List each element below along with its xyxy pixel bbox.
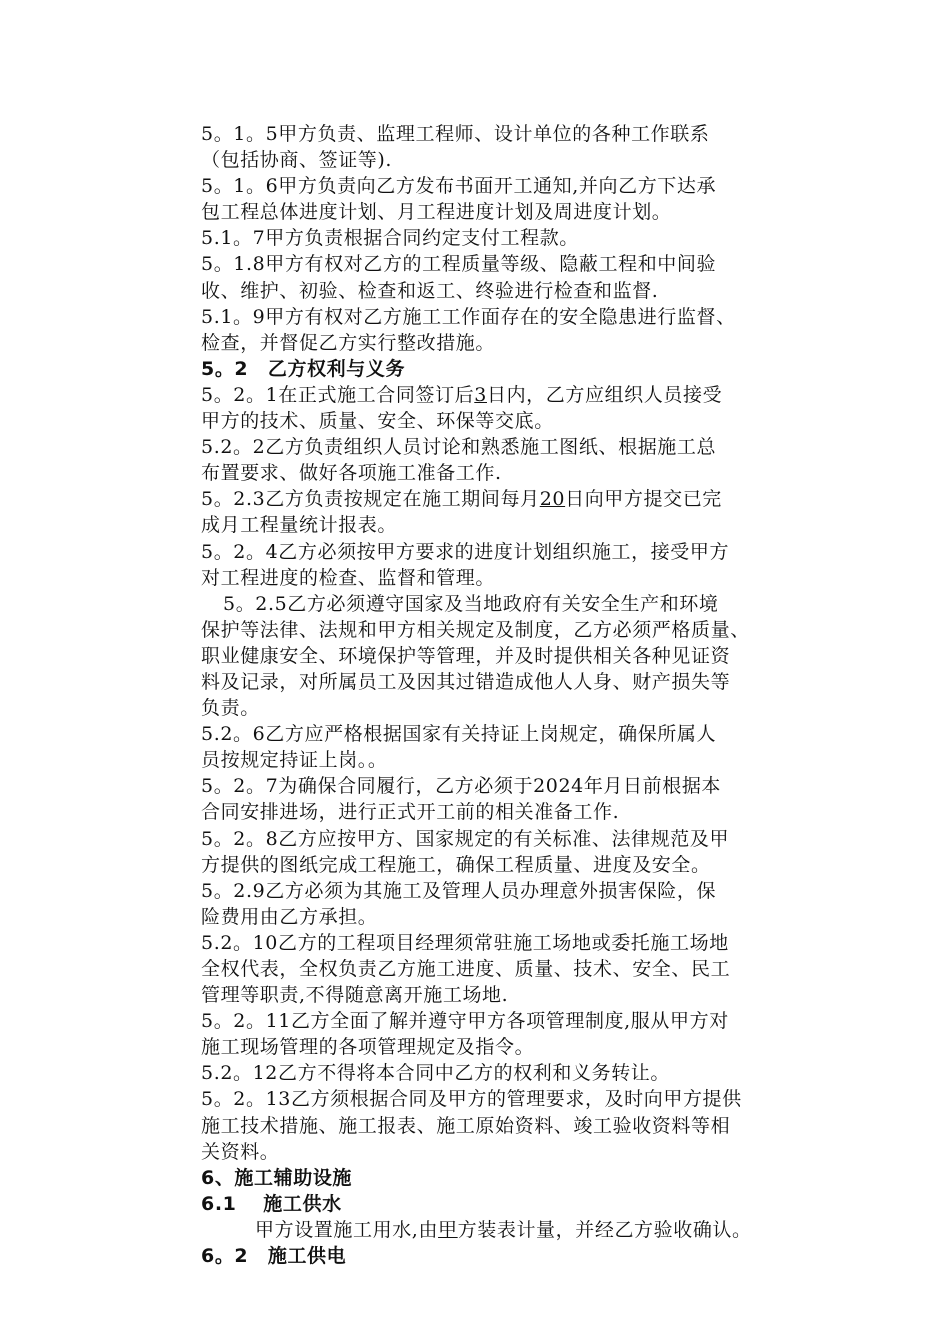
text-segment: 日内，乙方应组织人员接受: [486, 383, 723, 406]
text-line: 关资料。: [201, 1140, 280, 1163]
text-line: 布置要求、做好各项施工准备工作.: [201, 462, 502, 485]
text-line: 对工程进度的检查、监督和管理。: [201, 566, 496, 589]
text-segment: 日向甲方提交已完: [565, 488, 722, 511]
text-line: （包括协商、签证等).: [201, 149, 393, 172]
text-line: 保护等法律、法规和甲方相关规定及制度，乙方必须严格质量、: [201, 618, 750, 641]
text-line: 方提供的图纸完成工程施工，确保工程质量、进度及安全。: [201, 853, 711, 876]
text-line: 全权代表，全权负责乙方施工进度、质量、技术、安全、民工: [201, 958, 731, 980]
text-line: 5.1。9甲方有权对乙方施工工作面存在的安全隐患进行监督、: [201, 305, 736, 328]
text-line: [201, 486, 821, 512]
section-heading: 6、施工辅助设施: [201, 1166, 353, 1189]
text-line: 5.1。7甲方负责根据合同约定支付工程款。: [201, 227, 579, 250]
subsection-heading: 6。2 施工供电: [201, 1245, 347, 1268]
text-line: 5。2.9乙方必须为其施工及管理人员办理意外损害保险，保: [201, 879, 717, 902]
document-page: [201, 121, 821, 1269]
text-line: 施工现场管理的各项管理规定及指令。: [201, 1036, 535, 1059]
text-line: 施工技术措施、施工报表、施工原始资料、竣工验收资料等相: [201, 1114, 731, 1137]
text-line: 检查，并督促乙方实行整改措施。: [201, 331, 496, 354]
subsection-heading: 6.1 施工供水: [201, 1192, 342, 1215]
text-line: 5。1。6甲方负责向乙方发布书面开工通知,并向乙方下达承: [201, 175, 717, 198]
text-line: 料及记录，对所属员工及因其过错造成他人人身、财产损失等: [201, 670, 731, 693]
text-line: 5.2。10乙方的工程项目经理须常驻施工场地或委托施工场地: [201, 931, 729, 954]
text-line: 5.2。12乙方不得将本合同中乙方的权利和义务转让。: [201, 1062, 670, 1085]
text-line: 合同安排进场，进行正式开工前的相关准备工作.: [201, 801, 620, 824]
underlined-value: 甲: [438, 1218, 458, 1241]
text-segment: 5。2.3乙方负责按规定在施工期间每月: [201, 488, 540, 511]
text-line: 包工程总体进度计划、月工程进度计划及周进度计划。: [201, 201, 672, 224]
text-line: 管理等职责,不得随意离开施工场地.: [201, 984, 509, 1007]
text-line: 险费用由乙方承担。: [201, 905, 378, 928]
text-line: [201, 382, 821, 408]
text-line: 5。1。5甲方负责、监理工程师、设计单位的各种工作联系: [201, 123, 710, 145]
text-line: 5。2。8乙方应按甲方、国家规定的有关标准、法律规范及甲: [201, 827, 730, 850]
text-line: 负责。: [201, 697, 260, 720]
text-line: 5。2。7为确保合同履行，乙方必须于2024年月日前根据本: [201, 775, 722, 798]
text-line: 5。1.8甲方有权对乙方的工程质量等级、隐蔽工程和中间验: [201, 253, 717, 276]
underlined-value: 3: [474, 383, 487, 406]
text-segment: 5。2。1在正式施工合同签订后: [201, 383, 475, 406]
text-line: 5。2。13乙方须根据合同及甲方的管理要求，及时向甲方提供: [201, 1088, 742, 1111]
text-line: 5。2.5乙方必须遵守国家及当地政府有关安全生产和环境: [223, 592, 719, 615]
text-line: 5。2。11乙方全面了解并遵守甲方各项管理制度,服从甲方对: [201, 1010, 729, 1033]
text-line: [201, 1217, 821, 1243]
text-segment: 甲方设置施工用水,由: [255, 1218, 439, 1241]
text-segment: 方装表计量，并经乙方验收确认。: [457, 1218, 752, 1241]
text-line: 甲方的技术、质量、安全、环保等交底。: [201, 410, 554, 433]
text-line: 收、维护、初验、检查和返工、终验进行检查和监督.: [201, 279, 659, 302]
text-line: 5.2。2乙方负责组织人员讨论和熟悉施工图纸、根据施工总: [201, 436, 717, 459]
text-line: 5.2。6乙方应严格根据国家有关持证上岗规定，确保所属人: [201, 723, 717, 746]
text-line: 成月工程量统计报表。: [201, 514, 398, 537]
text-line: 5。2。4乙方必须按甲方要求的进度计划组织施工，接受甲方: [201, 540, 730, 563]
underlined-value: 20: [539, 488, 566, 511]
text-line: 员按规定持证上岗。。: [201, 749, 388, 772]
section-heading: 5。2 乙方权利与义务: [201, 357, 406, 380]
text-line: 职业健康安全、环境保护等管理，并及时提供相关各种见证资: [201, 644, 731, 667]
